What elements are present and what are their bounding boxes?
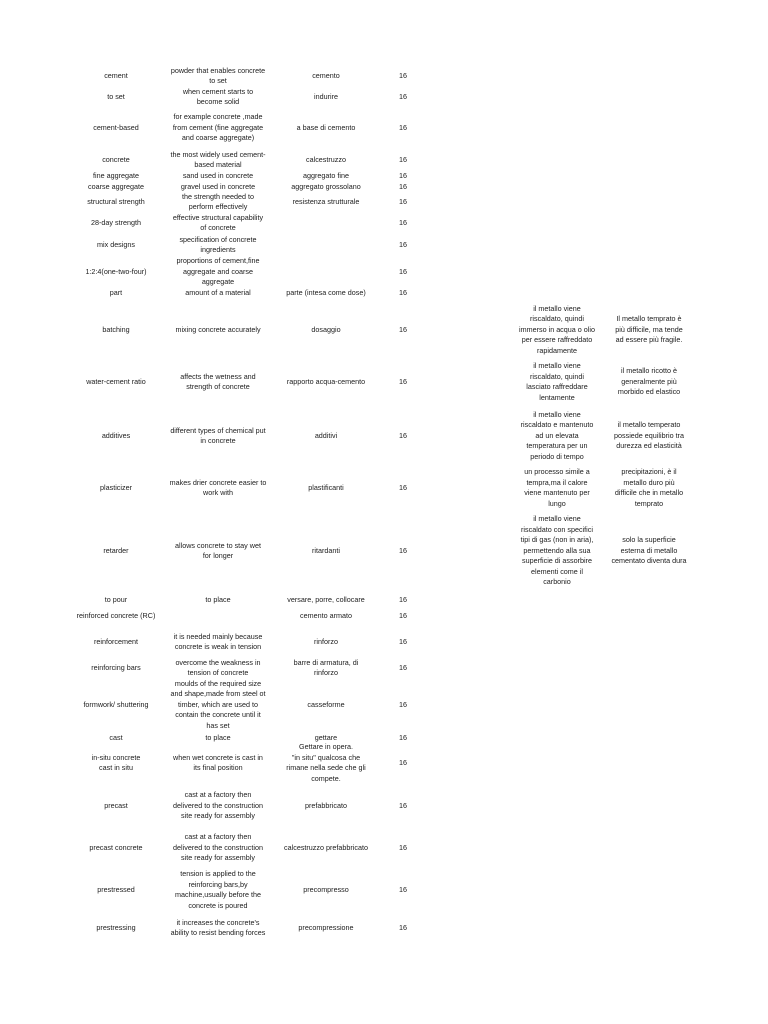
term-cell: precast [104,800,128,810]
term-cell: batching [102,324,130,334]
unit-number-cell: 16 [399,800,407,810]
italian-cell: plastificanti [308,482,344,492]
result-cell: il metallo ricotto è generalmente più morbido ed elastico [617,366,681,397]
definition-cell: amount of a material [185,287,251,297]
unit-number-cell: 16 [399,122,407,132]
unit-number-cell: 16 [399,217,407,227]
term-cell: precast concrete [89,842,143,852]
italian-cell: prefabbricato [305,800,347,810]
italian-cell: aggregato fine [303,170,349,180]
process-cell: il metallo viene riscaldato, quindi immerso in acqua o olio per essere raffreddato rapidamente [519,303,595,355]
result-cell: precipitazioni, è il metallo duro più difficile che in metallo temprato [614,467,684,508]
term-cell: mix designs [97,239,135,249]
definition-cell: moulds of the required size and shape,made from steel ot timber, which are used to contain the concrete until it has set [170,678,266,730]
definition-cell: allows concrete to stay wet for longer [175,540,261,560]
definition-cell: gravel used in concrete [180,181,256,191]
unit-number-cell: 16 [399,594,407,604]
unit-number-cell: 16 [399,922,407,932]
unit-number-cell: 16 [399,610,407,620]
definition-cell: overcome the weakness in tension of concrete [175,657,261,677]
definition-cell: the strength needed to perform effectively [182,191,254,211]
definition-cell: it increases the concrete's ability to resist bending forces [170,917,266,937]
definition-cell: effective structural capability of concrete [172,212,264,232]
term-cell: additives [101,430,131,440]
unit-number-cell: 16 [399,324,407,334]
definition-cell: specification of concrete ingredients [179,234,257,254]
unit-number-cell: 16 [399,757,407,767]
term-cell: concrete [102,154,130,164]
definition-cell: makes drier concrete easier to work with [169,477,267,497]
term-cell: formwork/ shuttering [83,699,149,709]
definition-cell: powder that enables concrete to set [170,65,266,85]
italian-cell: calcestruzzo [306,154,346,164]
definition-cell: for example concrete ,made from cement (fine aggregate and coarse aggregate) [172,112,264,143]
italian-cell: ritardanti [312,545,340,555]
italian-cell: barre di armatura, di rinforzo [293,657,359,677]
term-cell: to set [107,91,125,101]
result-cell: solo la superficie esterna di metallo cementato diventa dura [611,535,687,566]
unit-number-cell: 16 [399,181,407,191]
definition-cell: when wet concrete is cast in its final position [173,752,263,772]
italian-cell: Gettare in opera. "in situ" qualcosa che rimane nella sede che gli compete. [286,742,366,783]
term-cell: 1:2:4(one-two-four) [85,266,147,276]
unit-number-cell: 16 [399,70,407,80]
definition-cell: sand used in concrete [182,170,254,180]
unit-number-cell: 16 [399,884,407,894]
italian-cell: precompresso [303,884,349,894]
process-cell: il metallo viene riscaldato, quindi lasciato raffreddare lentamente [526,361,588,402]
italian-cell: rapporto acqua-cemento [286,376,366,386]
unit-number-cell: 16 [399,239,407,249]
term-cell: prestressed [97,884,135,894]
term-cell: structural strength [87,196,145,206]
italian-cell: indurire [314,91,338,101]
definition-cell: to place [205,732,231,742]
term-cell: prestressing [96,922,136,932]
definition-cell: cast at a factory then delivered to the construction site ready for assembly [173,832,263,863]
unit-number-cell: 16 [399,154,407,164]
term-cell: water-cement ratio [86,376,146,386]
unit-number-cell: 16 [399,91,407,101]
italian-cell: precompressione [298,922,354,932]
term-cell: reinforced concrete (RC) [76,610,156,620]
term-cell: fine aggregate [93,170,139,180]
term-cell: cement [104,70,128,80]
italian-cell: casseforme [307,699,345,709]
italian-cell: versare, porre, collocare [287,594,365,604]
result-cell: il metallo temperato possiede equilibrio tra durezza ed elasticità [614,420,684,451]
definition-cell: affects the wetness and strength of concrete [180,371,256,391]
italian-cell: dosaggio [311,324,341,334]
term-cell: in-situ concrete cast in situ [91,752,141,772]
unit-number-cell: 16 [399,196,407,206]
unit-number-cell: 16 [399,699,407,709]
unit-number-cell: 16 [399,732,407,742]
definition-cell: the most widely used cement- based material [170,149,266,169]
definition-cell: to place [205,594,231,604]
term-cell: reinforcement [94,636,138,646]
unit-number-cell: 16 [399,482,407,492]
unit-number-cell: 16 [399,545,407,555]
term-cell: cement-based [93,122,139,132]
process-cell: il metallo viene riscaldato e mantenuto ad un elevata temperatura per un periodo di tempo [520,409,594,461]
italian-cell: cemento armato [300,610,352,620]
italian-cell: aggregato grossolano [291,181,361,191]
italian-cell: rinforzo [314,636,338,646]
term-cell: coarse aggregate [88,181,144,191]
term-cell: to pour [104,594,128,604]
term-cell: retarder [103,545,129,555]
definition-cell: cast at a factory then delivered to the construction site ready for assembly [173,790,263,821]
unit-number-cell: 16 [399,842,407,852]
italian-cell: additivi [314,430,338,440]
process-cell: un processo simile a tempra,ma il calore viene mantenuto per lungo [524,467,590,508]
definition-cell: tension is applied to the reinforcing bars,by machine,usually before the concrete is poured [175,869,261,910]
definition-cell: mixing concrete accurately [175,324,261,334]
italian-cell: calcestruzzo prefabbricato [284,842,368,852]
unit-number-cell: 16 [399,636,407,646]
term-cell: reinforcing bars [91,662,141,672]
result-cell: Il metallo temprato è più difficile, ma tende ad essere più fragile. [615,314,683,345]
term-cell: plasticizer [100,482,132,492]
term-cell: 28-day strength [91,217,141,227]
unit-number-cell: 16 [399,430,407,440]
term-cell: cast [109,732,123,742]
unit-number-cell: 16 [399,287,407,297]
definition-cell: when cement starts to become solid [182,86,254,106]
italian-cell: resistenza strutturale [292,196,360,206]
italian-cell: parte (intesa come dose) [286,287,366,297]
definition-cell: proportions of cement,fine aggregate and coarse aggregate [176,256,260,287]
definition-cell: different types of chemical put in concrete [170,425,266,445]
definition-cell: it is needed mainly because concrete is weak in tension [173,631,263,651]
italian-cell: cemento [312,70,340,80]
italian-cell: a base di cemento [296,122,356,132]
italian-cell: gettare [314,732,338,742]
unit-number-cell: 16 [399,662,407,672]
unit-number-cell: 16 [399,266,407,276]
process-cell: il metallo viene riscaldato con specifici tipi di gas (non in aria), permettendo alla sua superficie di assorbire elementi come il carbonio [520,514,594,587]
unit-number-cell: 16 [399,376,407,386]
unit-number-cell: 16 [399,170,407,180]
term-cell: part [109,287,123,297]
